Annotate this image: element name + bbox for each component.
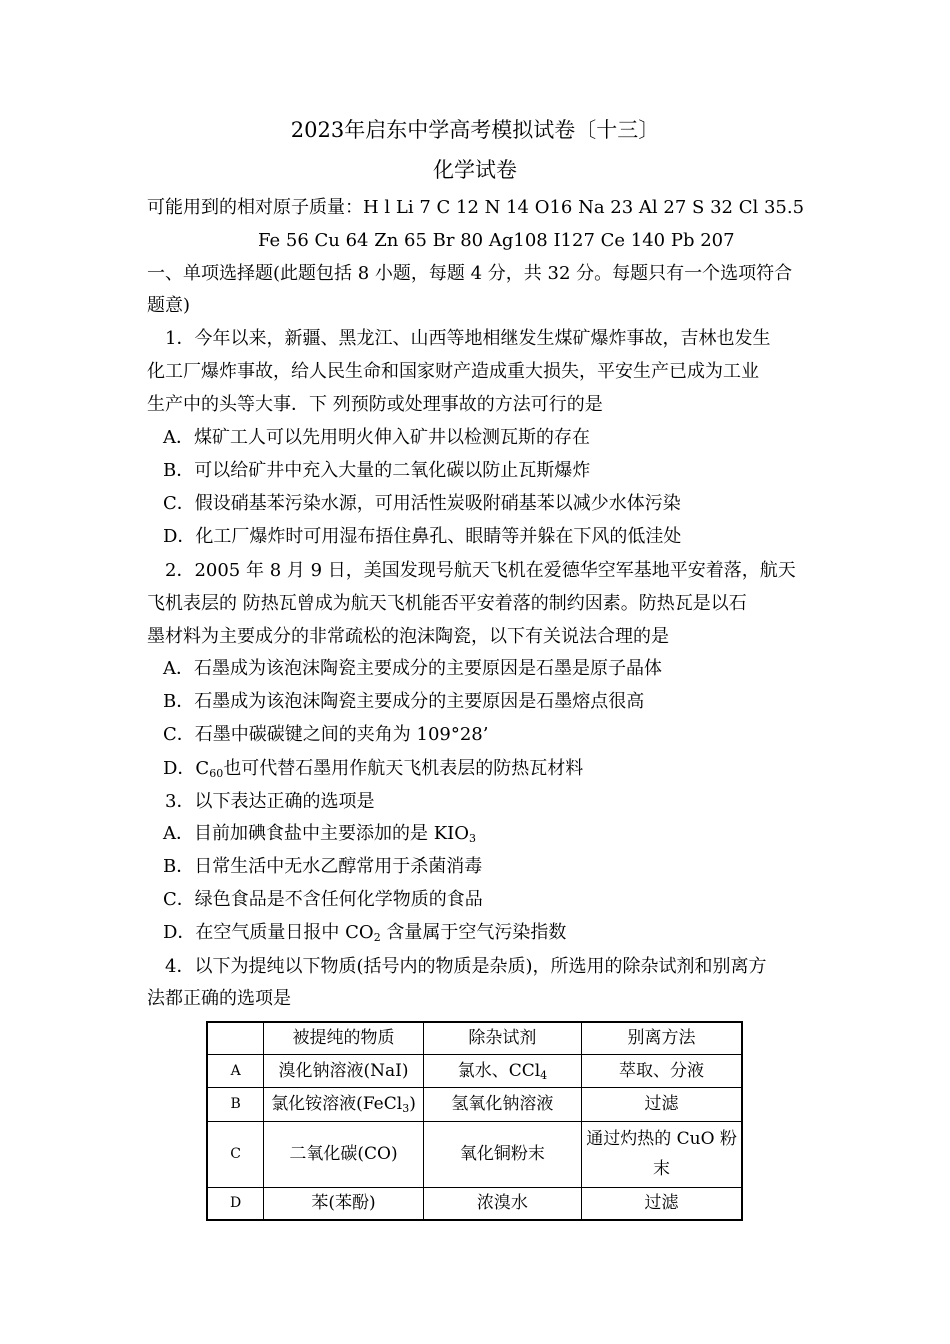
q3-option-d: D．在空气质量日报中 $CO_2$ 含量属于空气污染指数 — [163, 922, 567, 944]
q2-stem-line-1: 2．2005 年 8 月 9 日，美国发现号航天飞机在爱德华空军基地平安着落，航天 — [165, 560, 796, 581]
row-reagent: 氢氧化钠溶液 — [423, 1087, 581, 1121]
row-reagent: 氧化铜粉末 — [423, 1121, 581, 1187]
q2-option-a: A．石墨成为该泡沫陶瓷主要成分的主要原因是石墨是原子晶体 — [163, 658, 662, 679]
table-row — [207, 1187, 742, 1220]
q2-stem-line-3: 墨材料为主要成分的非常疏松的泡沫陶瓷，以下有关说法合理的是 — [147, 626, 669, 647]
q3-option-c: C．绿色食品是不含任何化学物质的食品 — [163, 889, 483, 910]
q1-option-b: B．可以给矿井中充入大量的二氧化碳以防止瓦斯爆炸 — [163, 460, 591, 481]
q1-stem-line-2: 化工厂爆炸事故，给人民生命和国家财产造成重大损失，平安生产已成为工业 — [147, 361, 759, 382]
row-substance: 苯(苯酚) — [264, 1187, 423, 1220]
atomic-mass-line-1: 可能用到的相对原子质量：H l Li 7 C 12 N 14 O16 Na 23 Al 27 S 32 Cl 35.5 — [147, 197, 805, 218]
table-header-blank — [207, 1022, 264, 1054]
row-label: A — [207, 1054, 264, 1087]
section-heading-line-2: 题意) — [147, 295, 191, 316]
q1-option-c: C．假设硝基苯污染水源，可用活性炭吸附硝基苯以减少水体污染 — [163, 493, 681, 514]
row-reagent: 浓溴水 — [423, 1187, 581, 1220]
table-row — [207, 1054, 742, 1087]
section-heading-line-1: 一、单项选择题(此题包括 8 小题，每题 4 分，共 32 分。每题只有一个选项符合 — [147, 263, 793, 284]
table-row — [207, 1087, 742, 1121]
row-label: D — [207, 1187, 264, 1220]
q4-stem-line-2: 法都正确的选项是 — [147, 988, 291, 1009]
q1-stem-line-1: 1．今年以来，新疆、黑龙江、山西等地相继发生煤矿爆炸事故，吉林也发生 — [165, 328, 771, 349]
atomic-mass-line-2: Fe 56 Cu 64 Zn 65 Br 80 Ag108 I127 Ce 140 Pb 207 — [258, 230, 735, 251]
q4-stem-line-1: 4．以下为提纯以下物质(括号内的物质是杂质)，所选用的除杂试剂和别离方 — [165, 956, 767, 977]
row-reagent: 氯水、CCl$_4$ — [423, 1054, 581, 1087]
table-row — [207, 1121, 742, 1187]
row-substance: 二氧化碳(CO) — [264, 1121, 423, 1187]
table-header-substance: 被提纯的物质 — [264, 1022, 423, 1054]
exam-subtitle: 化学试卷 — [433, 158, 517, 182]
row-method: 过滤 — [582, 1187, 742, 1220]
q3-stem: 3．以下表达正确的选项是 — [165, 791, 375, 812]
q2-option-d: D．$C_{60}$也可代替石墨用作航天飞机表层的防热瓦材料 — [163, 758, 584, 780]
row-method: 萃取、分液 — [582, 1054, 742, 1087]
q3-option-b: B．日常生活中无水乙醇常用于杀菌消毒 — [163, 856, 483, 877]
q1-option-d: D．化工厂爆炸时可用湿布捂住鼻孔、眼睛等并躲在下风的低洼处 — [163, 526, 682, 547]
q3-option-a: A．目前加碘食盐中主要添加的是 $KIO_3$ — [163, 823, 477, 845]
table-header-method: 别离方法 — [582, 1022, 742, 1054]
row-substance: 溴化钠溶液(NaI) — [264, 1054, 423, 1087]
table-header-reagent: 除杂试剂 — [423, 1022, 581, 1054]
q2-option-c: C．石墨中碳碳键之间的夹角为 109°28’ — [163, 724, 489, 745]
exam-title: 2023年启东中学高考模拟试卷〔十三〕 — [290, 118, 660, 142]
row-method: 通过灼热的 CuO 粉末 — [582, 1121, 742, 1187]
row-substance: 氯化铵溶液(FeCl$_3$) — [264, 1087, 423, 1121]
q1-option-a: A．煤矿工人可以先用明火伸入矿井以检测瓦斯的存在 — [163, 427, 590, 448]
q1-stem-line-3: 生产中的头等大事．下 列预防或处理事故的方法可行的是 — [147, 394, 603, 415]
purification-table — [206, 1021, 743, 1221]
row-label: B — [207, 1087, 264, 1121]
q2-option-b: B．石墨成为该泡沫陶瓷主要成分的主要原因是石墨熔点很高 — [163, 691, 645, 712]
row-method: 过滤 — [582, 1087, 742, 1121]
q2-stem-line-2: 飞机表层的 防热瓦曾成为航天飞机能否平安着落的制约因素。防热瓦是以石 — [147, 593, 747, 614]
table-header-row — [207, 1022, 742, 1054]
row-label: C — [207, 1121, 264, 1187]
